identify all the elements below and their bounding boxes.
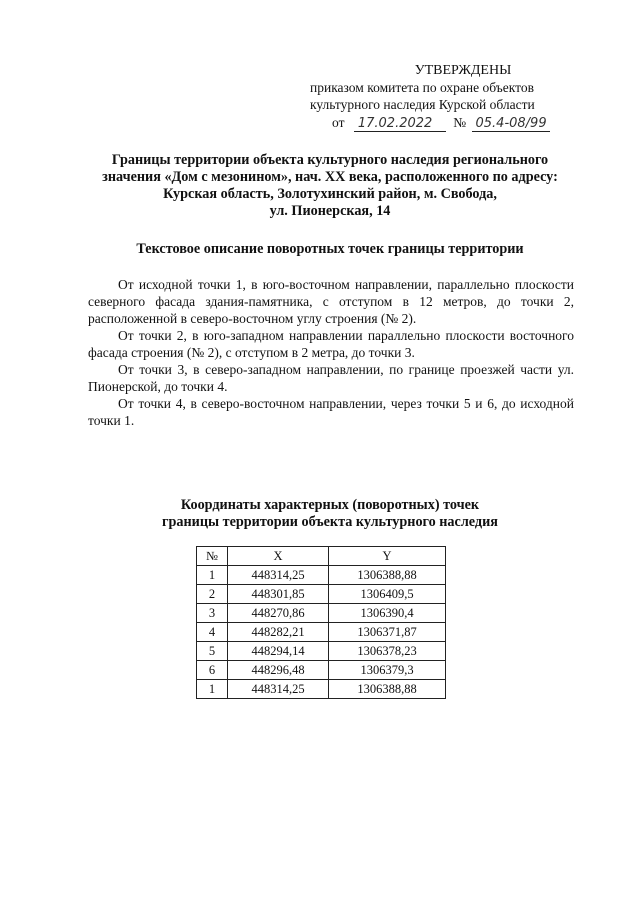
cell-number: 4 xyxy=(197,623,228,642)
approval-block xyxy=(310,62,610,113)
header-x: X xyxy=(228,547,329,566)
description-heading: Текстовое описание поворотных точек границы территории xyxy=(136,241,524,257)
title-line-3: Курская область, Золотухинский район, м. Свобода, xyxy=(163,186,497,202)
table-row xyxy=(197,604,446,623)
document-title xyxy=(60,152,600,220)
coordinates-heading xyxy=(60,497,600,531)
order-reference xyxy=(332,115,550,132)
title-line-4: ул. Пионерская, 14 xyxy=(269,203,391,219)
header-number: № xyxy=(197,547,228,566)
cell-x: 448282,21 xyxy=(228,623,329,642)
cell-number: 2 xyxy=(197,585,228,604)
boundary-description xyxy=(88,276,574,429)
cell-y: 1306379,3 xyxy=(329,661,446,680)
table-row xyxy=(197,566,446,585)
cell-x: 448270,86 xyxy=(228,604,329,623)
table-row xyxy=(197,661,446,680)
cell-x: 448314,25 xyxy=(228,680,329,699)
description-paragraph: От точки 2, в юго-западном направлении параллельно плоскости восточного фасада строения (№ 2), с отступом в 2 метра, до точки 3. xyxy=(88,328,574,360)
title-line-1: Границы территории объекта культурного наследия регионального xyxy=(111,152,549,168)
table-row xyxy=(197,623,446,642)
cell-y: 1306390,4 xyxy=(329,604,446,623)
table-header-row xyxy=(197,547,446,566)
description-paragraph: От исходной точки 1, в юго-восточном направлении, параллельно плоскости северного фасада здания-памятника, с отступом в 12 метров, до точки 2, расположенной в северо-восточном углу строения (№ 2). xyxy=(88,277,574,326)
title-line-2: значения «Дом с мезонином», нач. XX века, расположенного по адресу: xyxy=(102,169,558,185)
cell-number: 5 xyxy=(197,642,228,661)
order-number-label: № xyxy=(453,115,467,130)
table-row xyxy=(197,680,446,699)
order-from-label: от xyxy=(332,115,345,130)
cell-y: 1306409,5 xyxy=(329,585,446,604)
coordinates-heading-line-1: Координаты характерных (поворотных) точек xyxy=(180,497,480,513)
cell-x: 448301,85 xyxy=(228,585,329,604)
cell-x: 448314,25 xyxy=(228,566,329,585)
approval-heading: УТВЕРЖДЕНЫ xyxy=(414,63,512,78)
cell-y: 1306388,88 xyxy=(329,680,446,699)
table-row xyxy=(197,642,446,661)
coordinates-heading-line-2: границы территории объекта культурного наследия xyxy=(162,514,498,530)
cell-number: 6 xyxy=(197,661,228,680)
approval-line-1: приказом комитета по охране объектов xyxy=(310,80,534,95)
cell-y: 1306388,88 xyxy=(329,566,446,585)
cell-x: 448294,14 xyxy=(228,642,329,661)
cell-number: 1 xyxy=(197,566,228,585)
cell-y: 1306371,87 xyxy=(329,623,446,642)
header-y: Y xyxy=(329,547,446,566)
order-date-handwritten: 17.02.2022 xyxy=(354,117,446,132)
cell-y: 1306378,23 xyxy=(329,642,446,661)
coordinates-table xyxy=(196,546,446,699)
order-number-handwritten: 05.4-08/99 xyxy=(472,117,550,132)
cell-number: 3 xyxy=(197,604,228,623)
description-paragraph: От точки 4, в северо-восточном направлении, через точки 5 и 6, до исходной точки 1. xyxy=(88,396,574,428)
table-row xyxy=(197,585,446,604)
cell-number: 1 xyxy=(197,680,228,699)
cell-x: 448296,48 xyxy=(228,661,329,680)
approval-line-2: культурного наследия Курской области xyxy=(310,97,535,112)
description-paragraph: От точки 3, в северо-западном направлении, по границе проезжей части ул. Пионерской, до точки 4. xyxy=(88,362,574,394)
